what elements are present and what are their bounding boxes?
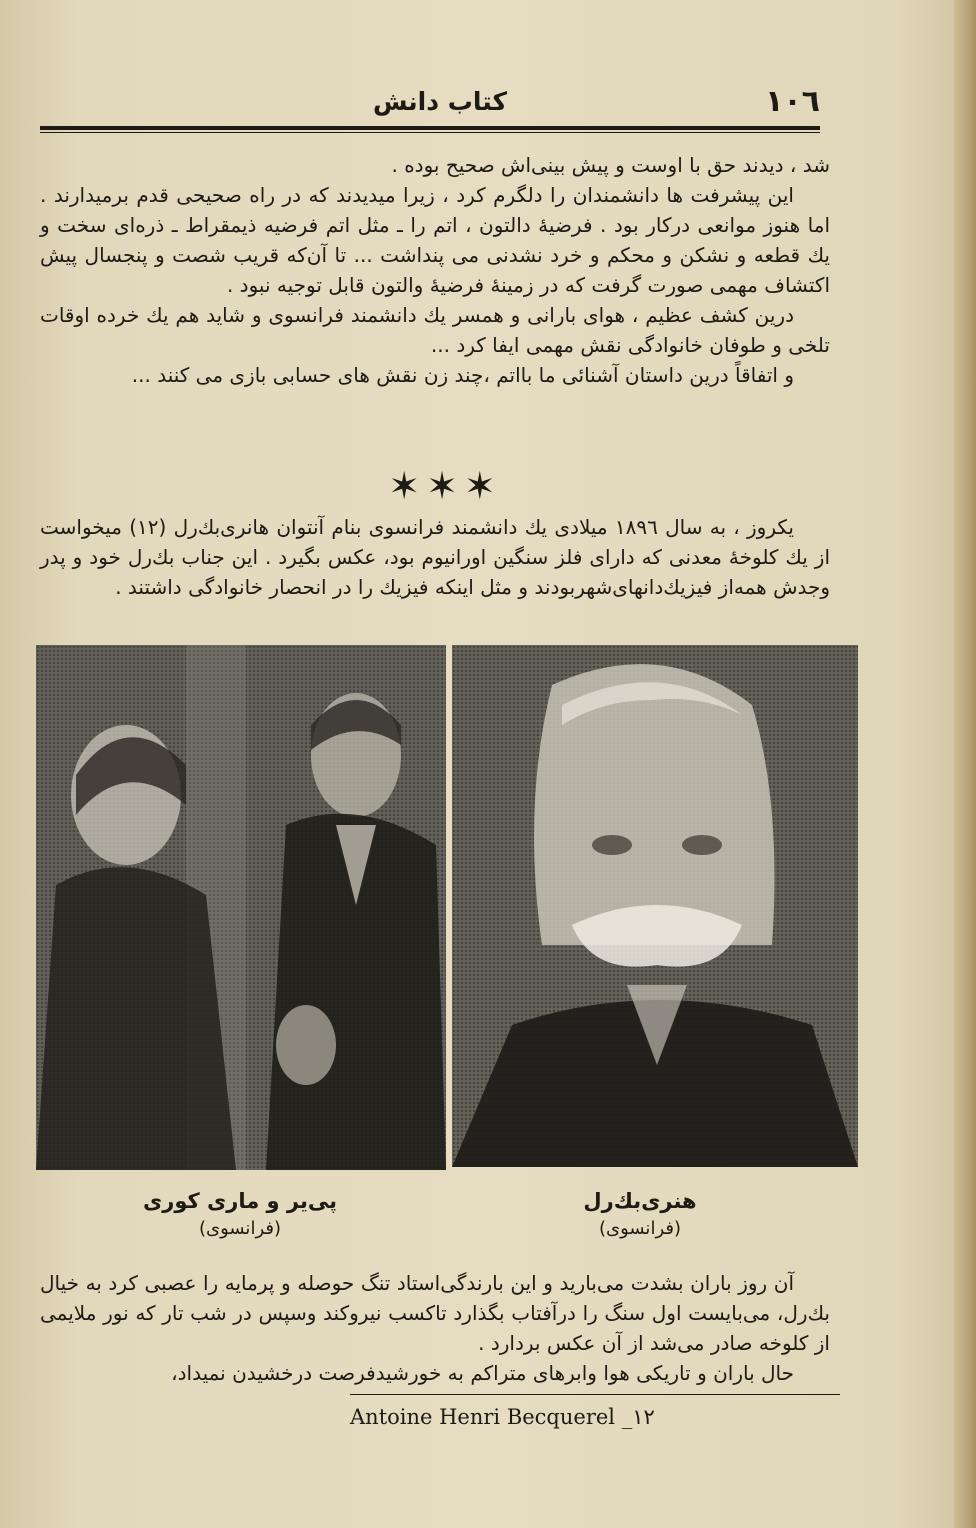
paragraph: درین کشف عظیم ، هوای بارانی و همسر یك دانشمند فرانسوی و شاید هم یك خرده اوقات تلخی و طوفان خانوادگی نقش مهمی ایفا کرد ... bbox=[40, 303, 830, 357]
caption-name: پی‌یر و ماری کوری bbox=[142, 1189, 337, 1213]
caption-right bbox=[540, 1186, 740, 1242]
photo-halftone-figures bbox=[36, 645, 446, 1170]
footnote-rule bbox=[350, 1394, 840, 1395]
caption-nationality: (فرانسوی) bbox=[598, 1218, 682, 1239]
photo-halftone-portrait bbox=[452, 645, 858, 1167]
paragraph: حال باران و تاریکی هوا وابرهای متراکم به خورشیدفرصت درخشیدن نمیداد، bbox=[171, 1361, 794, 1385]
running-title: کتاب دانش bbox=[372, 87, 508, 116]
section-separator-stars: ✶✶✶ bbox=[388, 464, 502, 508]
photo-henri-becquerel bbox=[452, 645, 858, 1167]
header-rule-thin bbox=[40, 132, 820, 133]
page-header bbox=[40, 82, 820, 122]
photo-pierre-marie-curie bbox=[36, 645, 446, 1170]
paragraph: آن روز باران بشدت می‌بارید و این بارندگی‌استاد تنگ حوصله و پرمایه را عصبی کرد به خیال بك‌رل، می‌بایست اول سنگ را درآفتاب بگذارد تاکسب نیروکند وسپس در شب تار که نور ملایمی از کلوخه صادر می‌شد از آن عکس بردارد . bbox=[40, 1271, 830, 1355]
body-text-section-3 bbox=[40, 1268, 830, 1388]
paragraph: و اتفاقاً درین داستان آشنائی ما بااتم ،چند زن نقش های حسابی بازی می کنند ... bbox=[131, 363, 794, 387]
page-number: ١٠٦ bbox=[765, 84, 820, 119]
paragraph: یکروز ، به سال ١٨٩٦ میلادی یك دانشمند فرانسوی بنام آنتوان هانری‌بك‌رل (١٢) میخواست از یك کلوخهٔ معدنی که دارای فلز سنگین اورانیوم بود، عکس بگیرد . این جناب بك‌رل خود و پدر وجدش همه‌از فیزیك‌دانهای‌شهربودند و مثل اینکه فیزیك را در انحصار خانوادگی داشتند . bbox=[40, 515, 830, 599]
header-rule-thick bbox=[40, 126, 820, 130]
caption-name: هنری‌بك‌رل bbox=[583, 1189, 697, 1213]
body-text-section-2 bbox=[40, 512, 830, 602]
footnote: Antoine Henri Becquerel _١٢ bbox=[350, 1405, 655, 1429]
paragraph: شد ، دیدند حق با اوست و پیش بینی‌اش صحیح بوده . bbox=[391, 153, 830, 177]
caption-nationality: (فرانسوی) bbox=[198, 1218, 282, 1239]
caption-left bbox=[140, 1186, 340, 1242]
paragraph: این پیشرفت ها دانشمندان را دلگرم کرد ، زیرا میدیدند که در راه صحیحی قدم برمیدارند . اما هنوز موانعی درکار بود . فرضیهٔ دالتون ، اتم را ـ مثل اتم فرضیه ذیمقراط ـ ذره‌ای سخت و یك قطعه و نشکن و محکم و خرد نشدنی می پنداشت ... تا آن‌که قریب شصت و پنجسال پیش اکتشاف مهمی صورت گرفت که در زمینهٔ فرضیهٔ والتون قابل توجیه نبود . bbox=[40, 183, 830, 297]
body-text-section-1 bbox=[40, 150, 830, 390]
page-edge bbox=[954, 0, 976, 1528]
